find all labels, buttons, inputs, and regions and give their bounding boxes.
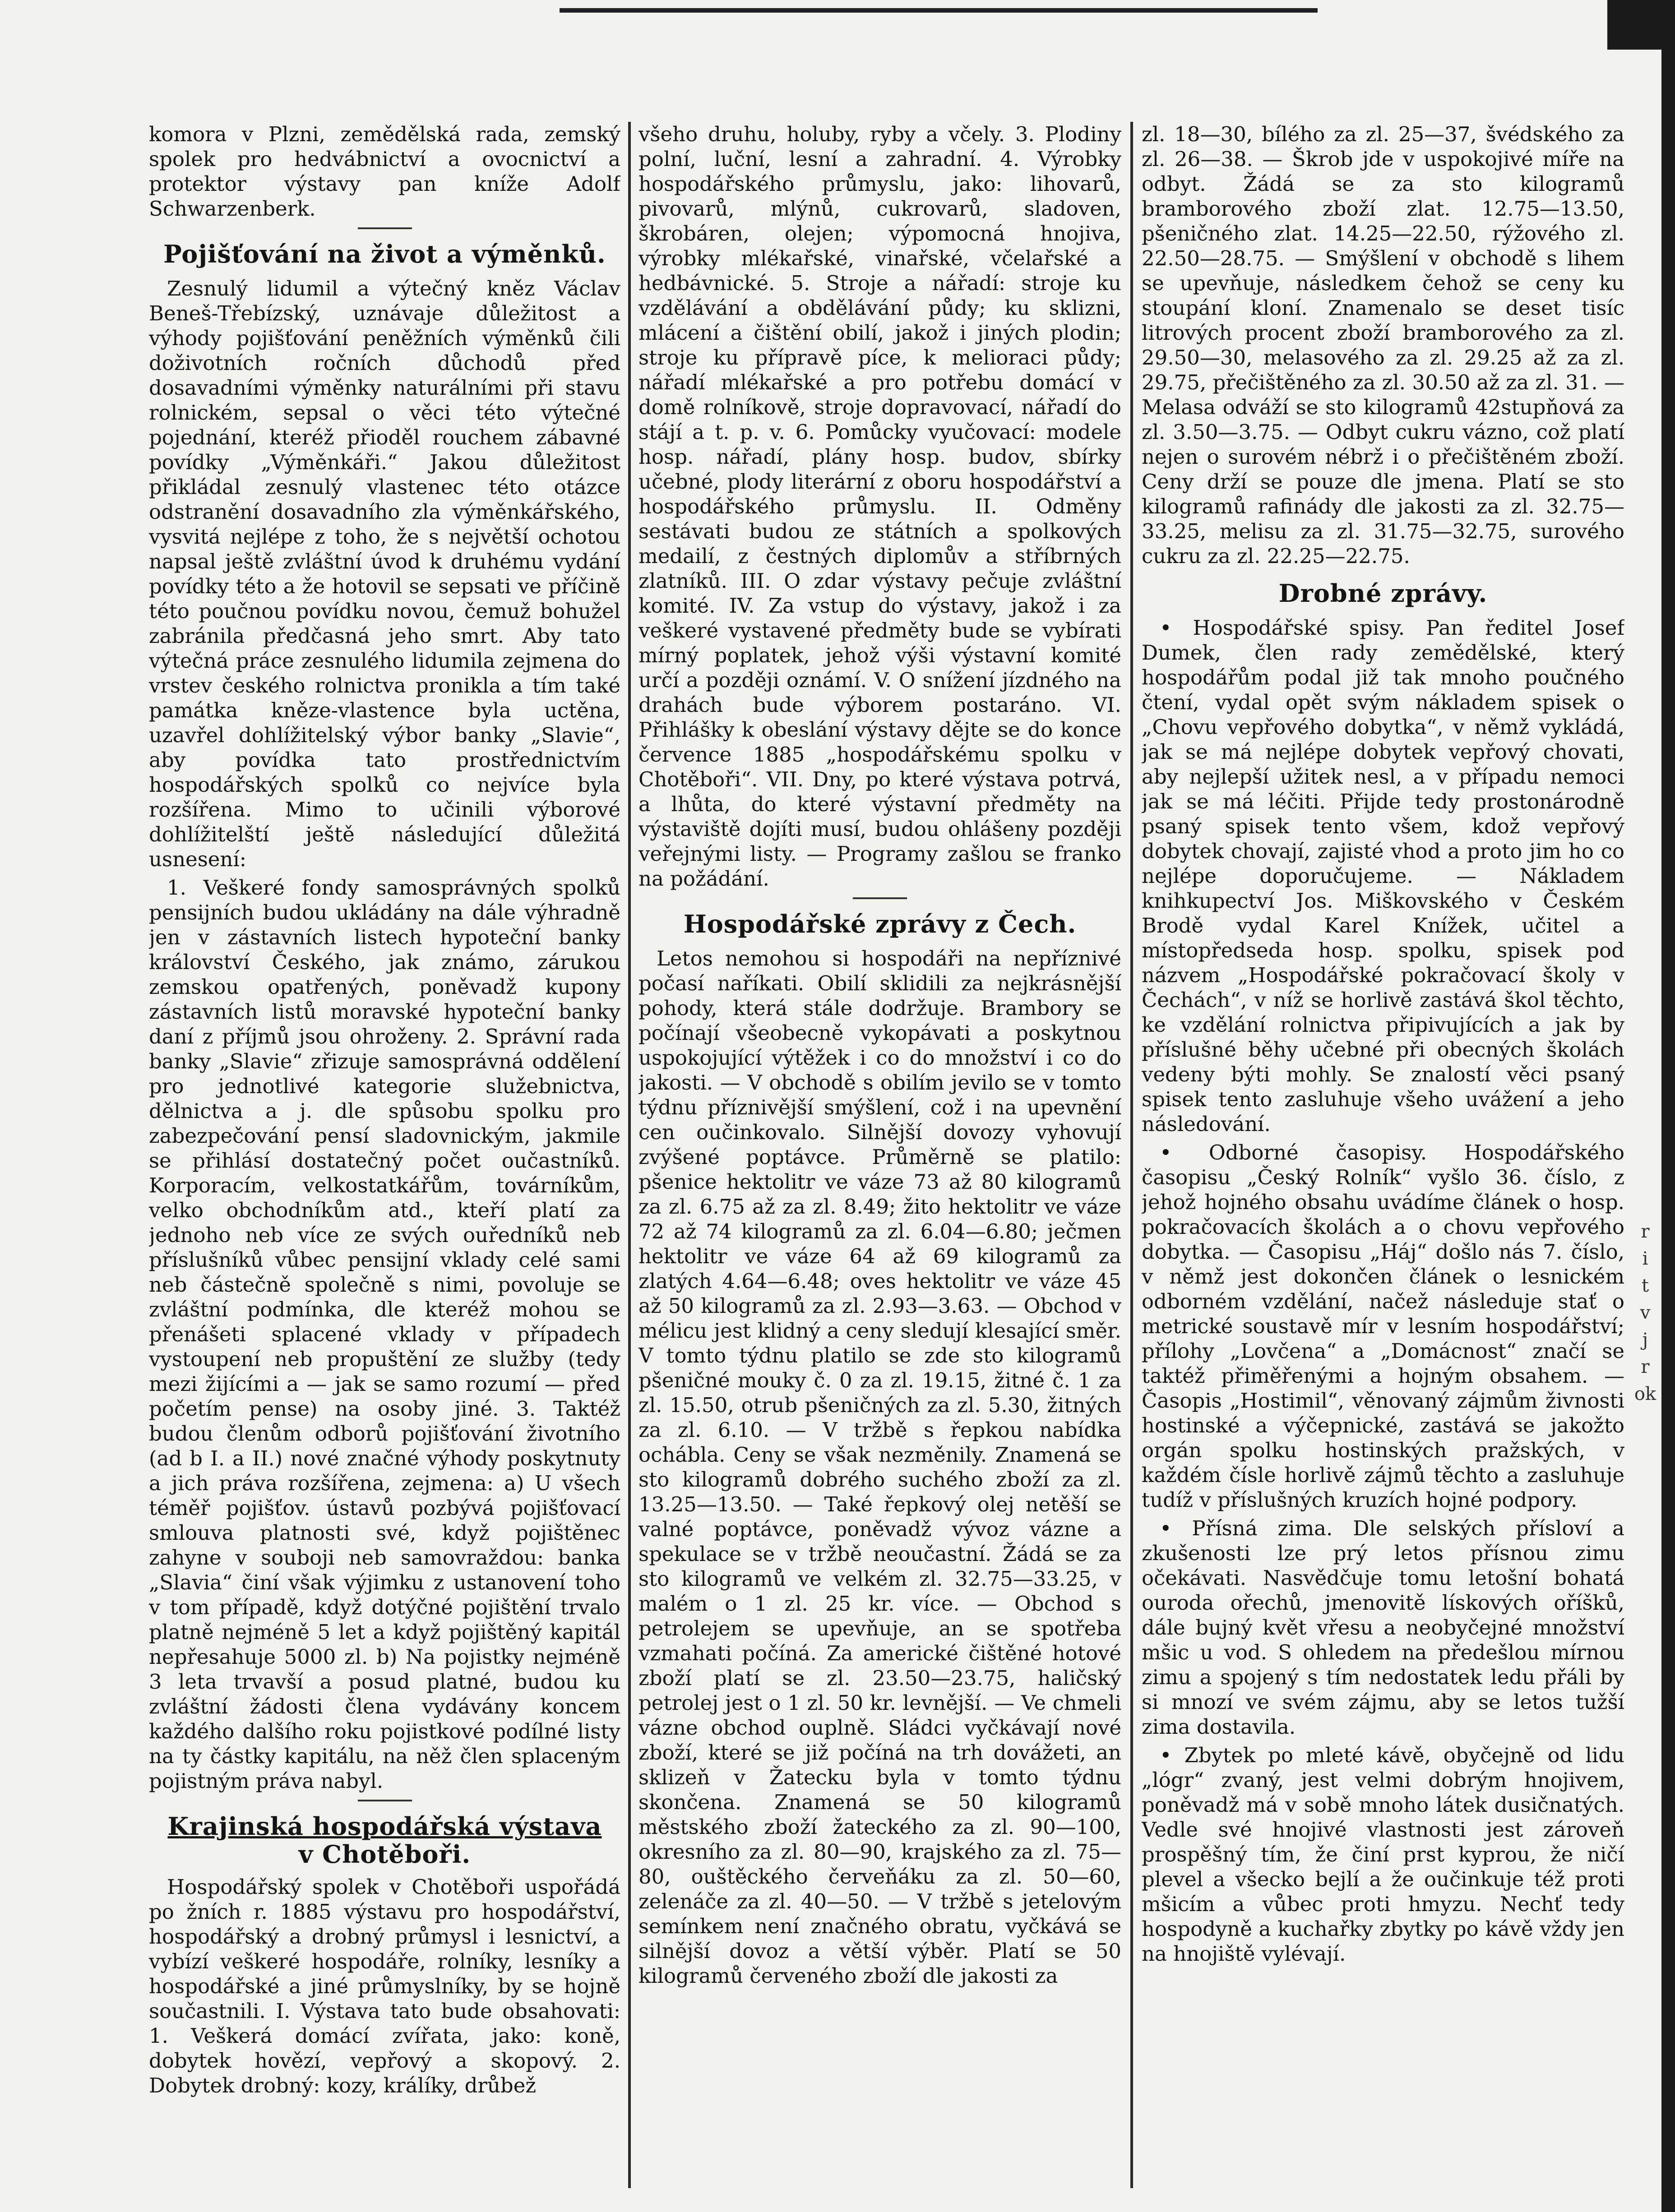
margin-glyph: t xyxy=(1641,1275,1649,1296)
column-rule xyxy=(628,122,631,2188)
paragraph: komora v Plzni, zemědělská rada, zemský spolek pro hedvábnictví a ovocnictví a protektor výstavy pan kníže Adolf Schwarzenberk. xyxy=(149,122,620,221)
paragraph: zl. 18—30, bílého za zl. 25—37, švédského za zl. 26—38. — Škrob jde v uspokojivé míře na odbyt. Žádá se za sto kilogramů bramborového zboží zlat. 12.75—13.50, pšeničného zlat. 14.25—22.50, rýžového zl. 22.50—28.75. — Smýšlení v obchodě s lihem se upevňuje, následkem čehož se ceny ku stoupání kloní. Znamenalo se deset tisíc litrových procent zboží bramborového za zl. 29.50—30, melasového za zl. 29.25 až za zl. 29.75, přečištěného za zl. 30.50 až za zl. 31. — Melasa odváží se sto kilogramů 42stupňová za zl. 3.50—3.75. — Odbyt cukru vázno, což platí nejen o surovém nébrž i o přečištěném zboží. Ceny drží se pouze dle jmena. Platí se sto kilogramů rafinády dle jakosti za zl. 32.75—33.25, melisu za zl. 31.75—32.75, surového cukru za zl. 22.25—22.75. xyxy=(1142,122,1624,568)
column-rule xyxy=(1130,122,1133,2188)
heading-line: Krajinská hospodářská výstava xyxy=(167,1812,602,1841)
paragraph: • Přísná zima. Dle selských přísloví a zkušenosti lze prý letos přísnou zimu očekávati. Nasvědčuje tomu letošní bohatá ouroda ořechů, jmenovitě lískových oříšků, dále bujný květ vřesu a neobyčejné množství mšic u vod. S ohledem na předešlou mírnou zimu a spojený s tím nedostatek ledu přáli by si mnozí ve svém zájmu, aby se letos tužší zima dostavila. xyxy=(1142,1516,1624,1739)
section-divider xyxy=(358,227,412,229)
paragraph: • Hospodářské spisy. Pan ředitel Josef Dumek, člen rady zemědělské, který hospodářům podal již tak mnoho poučného čtení, vydal opět svým nákladem spisek o „Chovu vepřového dobytka“, v němž vykládá, jak se má nejlépe dobytek vepřový chovati, aby nejlepší užitek nesl, a v případu nemoci jak se má léčiti. Přijde tedy prostonárodně psaný spisek tento všem, kdož vepřový dobytek chovají, zajisté vhod a proto jim ho co nejlépe doporučujeme. — Nákladem knihkupectví Jos. Miškovského v Českém Brodě vydal Karel Knížek, učitel a místopředseda hosp. spolku, spisek pod názvem „Hospodářské pokračovací školy v Čechách“, v níž se horlivě zastává škol těchto, ke vzdělání rolnictva připivujících a jak by příslušné běhy učebné při obecných školách vedeny býti mohly. Se znalostí věci psaný spisek tento zasluhuje všeho uvážení a jeho následování. xyxy=(1142,616,1624,1136)
paragraph: • Odborné časopisy. Hospodářského časopisu „Český Rolník“ vyšlo 36. číslo, z jehož hojného obsahu uvádíme článek o hosp. pokračovacích školách a o chovu vepřového dobytka. — Časopisu „Háj“ došlo nás 7. číslo, v němž jest dokončen článek o lesnickém odborném vzdělání, načež následuje stať o metrické soustavě mír v lesním hospodářství; přílohy „Lovčena“ a „Domácnost“ značí se taktéž přiměřenými a hojným obsahem. — Časopis „Hostimil“, věnovaný zájmům živnosti hostinské a výčepnické, zastává se jakožto orgán spolku hostinských pražských, v každém čísle horlivě zájmů těchto a zasluhuje tudíž v příslušných kruzích hojné podpory. xyxy=(1142,1141,1624,1512)
newspaper-page xyxy=(149,122,1624,2188)
margin-glyph: r xyxy=(1641,1357,1650,1377)
section-divider xyxy=(358,1800,412,1801)
paragraph: Hospodářský spolek v Chotěboři uspořádá po žních r. 1885 výstavu pro hospodářství, hospodářský a drobný průmysl i lesnictví, a vybízí veškeré hospodáře, rolníky, lesníky a hospodářské a jiné průmyslníky, by se hojně součastnili. I. Výstava tato bude obsahovati: 1. Veškerá domácí zvířata, jako: koně, dobytek hovězí, vepřový a skopový. 2. Dobytek drobný: kozy, králíky, drůbež xyxy=(149,1875,620,2097)
margin-glyph: j xyxy=(1642,1330,1648,1350)
paragraph: Letos nemohou si hospodáři na nepříznivé počasí naříkati. Obilí sklidili za nejkrásnější pohody, která stále dodržuje. Brambory se počínají všeobecně vykopávati a poskytnou uspokojující výtěžek i co do množství i co do jakosti. — V obchodě s obilím jevilo se v tomto týdnu příznivější smýšlení, což i na upevnění cen oučinkovalo. Silnější dovozy vyhovují zvýšené poptávce. Průměrně se platilo: pšenice hektolitr ve váze 73 až 80 kilogramů za zl. 6.75 až za zl. 8.49; žito hektolitr ve váze 72 až 74 kilogramů za zl. 6.04—6.80; ječmen hektolitr ve váze 64 až 69 kilogramů za zlatých 4.64—6.48; oves hektolitr ve váze 45 až 50 kilogramů za zl. 2.93—3.63. — Obchod v mélicu jest klidný a ceny sledují klesající směr. V tomto týdnu platilo se zde sto kilogramů pšeničné mouky č. 0 za zl. 19.15, žitné č. 1 za zl. 15.50, otrub pšeničných za zl. 5.30, žitných za zl. 6.10. — V tržbě s řepkou nabídka ochábla. Ceny se však nezměnily. Znamená se sto kilogramů dobrého suchého zboží za zl. 13.25—13.50. — Také řepkový olej netěší se valné poptávce, poněvadž vývoz vázne a spekulace se v tržbě neoučastní. Žádá se za sto kilogramů ve velkém zl. 32.75—33.25, v malém o 1 zl. 25 kr. více. — Obchod s petrolejem se upevňuje, an se spotřeba vzmahati počíná. Za americké čištěné hotové zboží platí se zl. 23.50—23.75, haličský petrolej jest o 1 zl. 50 kr. levnější. — Ve chmeli vázne obchod ouplně. Sládci vyčkávají nové zboží, které se již počíná na trh dovážeti, an sklizeň v Žatecku byla v tomto týdnu skončena. Znamená se 50 kilogramů městského zboží žateckého za zl. 90—100, okresního za zl. 80—90, krajského za zl. 75—80, ouštěckého červeňáku za zl. 50—60, zelenáče za zl. 40—50. — V tržbě s jetelovým semínkem není značného obratu, vyčkává se silnější dovoz a větší výběr. Platí se 50 kilogramů červeného zboží dle jakosti za xyxy=(639,947,1121,1988)
paragraph: 1. Veškeré fondy samosprávných spolků pensijních budou ukládány na dále výhradně jen v zástavních listech hypoteční banky království Českého, jak známo, zárukou zemskou opatřených, poněvadž kupony zástavních listů moravské hypoteční banky daní z příjmů jsou ohroženy. 2. Správní rada banky „Slavie“ zřizuje samosprávná oddělení pro jednotlivé kategorie služebnictva, dělnictva a j. dle spůsobu spolku pro zabezpečování pensí sladovnickým, jakmile se přihlásí dostatečný počet oučastníků. Korporacím, velkostatkářům, továrníkům, velko obchodníkům atd., kteří platí za jednoho neb více ze svých ouředníků neb příslušníků vůbec pensijní vklady celé sami neb částečně společně s nimi, povoluje se zvláštní podmínka, dle kteréž mohou se přenášeti splacené vklady v případech vystoupení neb propuštění ze služby (tedy mezi žijícími a — jak se samo rozumí — před početím pense) na osoby jiné. 3. Taktéž budou členům odborů pojišťování životního (ad b I. a II.) nové značné výhody poskytnuty a jich práva rozšířena, zejmena: a) U všech téměř pojišťov. ústavů pozbývá pojišťovací smlouva platnosti své, když pojištěnec zahyne v souboji neb samovraždou: banka „Slavia“ činí však výjimku z ustanovení toho v tom případě, když dotýčné pojištění trvalo platně nejméně 5 let a když pojištěný kapitál nepřesahuje 5000 zl. b) Na pojistky nejméně 3 leta trvavší a posud platné, budou ku zvláštní žádosti člena vydávány koncem každého dalšího roku pojistkové podílné listy na ty částky kapitálu, na něž člen splaceným pojistným práva nabyl. xyxy=(149,876,620,1793)
top-rule xyxy=(560,8,1318,13)
scan-corner xyxy=(1607,0,1661,50)
paragraph: všeho druhu, holuby, ryby a včely. 3. Plodiny polní, luční, lesní a zahradní. 4. Výrobky hospodářského průmyslu, jako: lihovarů, pivovarů, mlýnů, cukrovarů, sladoven, škrobáren, olejen; výpomocná hnojiva, výrobky mlékařské, vinařské, včelařské a hedbávnické. 5. Stroje a nářadí: stroje ku vzdělávání a obdělávání půdy; ku sklizni, mlácení a čištění obilí, jakož i jiných plodin; stroje ku přípravě píce, k melioraci půdy; nářadí mlékařské a pro potřebu domácí v domě rolníkově, stroje dopravovací, nářadí do stájí a t. p. v. 6. Pomůcky vyučovací: modele hosp. nářadí, plány hosp. budov, sbírky učebné, plody literární z oboru hospodářství a hospodářského průmyslu. II. Odměny sestávati budou ze státních a spolkových medailí, z čestných diplomův a stříbrných zlatníků. III. O zdar výstavy pečuje zvláštní komité. IV. Za vstup do výstavy, jakož i za veškeré vystavené předměty bude se vybírati mírný poplatek, jehož výši výstavní komité určí a později oznámí. V. O snížení jízdného na drahách bude výborem postaráno. VI. Přihlášky k obeslání výstavy dějte se do konce července 1885 „hospodářskému spolku v Chotěboři“. VII. Dny, po které výstava potrvá, a lhůta, do které výstavní předměty na výstaviště dojíti musí, budou ohlášeny později veřejnými listy. — Programy zašlou se franko na požádání. xyxy=(639,122,1121,891)
column-1 xyxy=(149,122,620,2188)
margin-fragments xyxy=(1632,1218,1659,1408)
heading-line: v Chotěboři. xyxy=(298,1840,471,1869)
margin-glyph: v xyxy=(1640,1302,1651,1323)
heading-krajinska-vystava xyxy=(149,1812,620,1868)
heading-drobne-zpravy: Drobné zprávy. xyxy=(1278,579,1488,608)
paragraph: Zesnulý lidumil a výtečný kněz Václav Beneš-Třebízský, uznávaje důležitost a výhody pojišťování peněžních výměnků čili doživotních ročních důchodů před dosavadními výměnky naturálními při stavu rolnickém, sepsal o věci této výtečné pojednání, kteréž přioděl rouchem zábavné povídky „Výměnkáři.“ Jakou důležitost přikládal zesnulý vlastenec této otázce odstranění dosavadního zla výměnkářského, vysvitá nejlépe z toho, že s největší ochotou napsal ještě zvláštní úvod k druhému vydání povídky této a že hotovil se sepsati ve příčině této poučnou povídku novou, čemuž bohužel zabránila předčasná jeho smrt. Aby tato výtečná práce zesnulého lidumila zejmena do vrstev českého rolnictva pronikla a tím také památka kněze-vlastence byla uctěna, uzavřel dohlížitelský výbor banky „Slavie“, aby povídka tato prostřednictvím hospodářských spolků co nejvíce byla rozšířena. Mimo to učinili výborové dohlížitelští ještě následující důležitá usnesení: xyxy=(149,277,620,871)
paragraph: • Zbytek po mleté kávě, obyčejně od lidu „lógr“ zvaný, jest velmi dobrým hnojivem, poněvadž má v sobě mnoho látek dusičnatých. Vedle své hnojivé vlastnosti jest zároveň prospěšný tím, že činí prst kyprou, že ničí plevel a všecko bejlí a že oučinkuje též proti mšicím a vůbec proti hmyzu. Nechť tedy hospodyně a kuchařky zbytky po kávě vždy jen na hnojiště vylévají. xyxy=(1142,1743,1624,1966)
heading-zpravy-z-cech: Hospodářské zprávy z Čech. xyxy=(683,910,1077,938)
margin-glyph: i xyxy=(1642,1248,1648,1269)
column-3 xyxy=(1142,122,1624,2188)
scan-edge xyxy=(1661,0,1675,2212)
column-2 xyxy=(639,122,1121,2188)
heading-pojistovani: Pojišťování na život a výměnků. xyxy=(163,240,606,268)
section-divider xyxy=(853,897,907,899)
margin-glyph: r xyxy=(1641,1221,1650,1242)
margin-glyph: ok xyxy=(1634,1384,1656,1404)
